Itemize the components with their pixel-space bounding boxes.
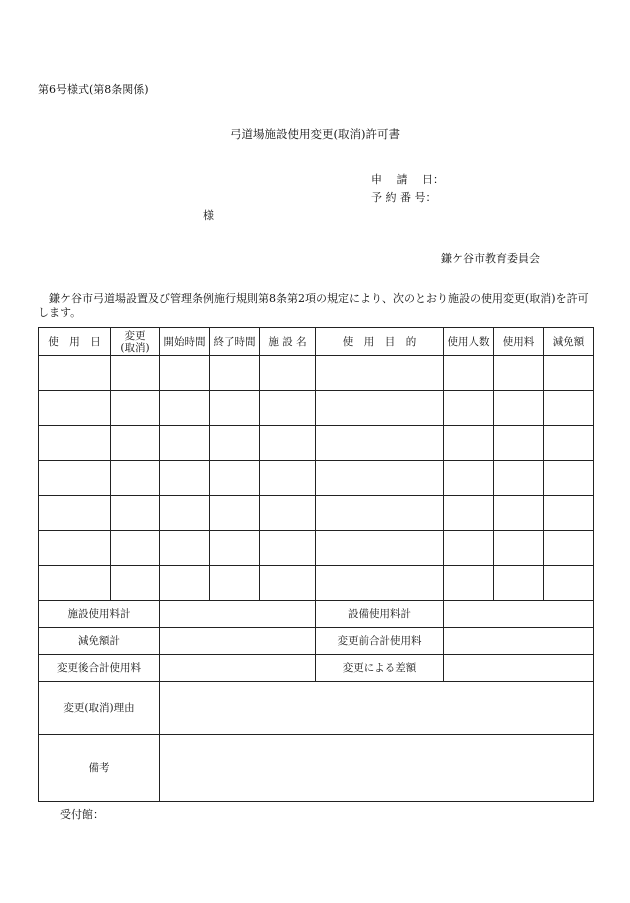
table-cell[interactable] [111, 496, 160, 531]
table-cell[interactable] [544, 566, 594, 601]
after-change-total-label: 変更後合計使用料 [39, 655, 160, 682]
table-cell[interactable] [111, 531, 160, 566]
table-cell[interactable] [39, 461, 111, 496]
difference-label: 変更による差額 [316, 655, 444, 682]
table-cell[interactable] [210, 566, 260, 601]
table-cell[interactable] [260, 356, 316, 391]
table-cell[interactable] [494, 391, 544, 426]
table-cell[interactable] [544, 391, 594, 426]
table-cell[interactable] [160, 496, 210, 531]
usage-change-table [38, 327, 594, 802]
table-cell[interactable] [316, 356, 444, 391]
document-title: 弓道場施設使用変更(取消)許可書 [230, 127, 400, 141]
table-cell[interactable] [494, 566, 544, 601]
col-header: 使用料 [494, 328, 544, 356]
table-cell[interactable] [111, 461, 160, 496]
receiving-facility-label: 受付館： [60, 808, 104, 821]
col-header: 終了時間 [210, 328, 260, 356]
before-change-total-field[interactable] [444, 628, 594, 655]
table-row [39, 356, 594, 391]
table-cell[interactable] [210, 356, 260, 391]
table-header-row [39, 328, 594, 356]
table-cell[interactable] [160, 356, 210, 391]
table-row [39, 566, 594, 601]
reservation-number-label: 予 約 番 号： [371, 191, 437, 204]
col-header: 施 設 名 [260, 328, 316, 356]
table-cell[interactable] [444, 391, 494, 426]
table-cell[interactable] [260, 496, 316, 531]
col-header: 使用人数 [444, 328, 494, 356]
table-cell[interactable] [444, 426, 494, 461]
reason-row [39, 682, 594, 735]
remarks-row [39, 735, 594, 802]
table-cell[interactable] [160, 391, 210, 426]
table-cell[interactable] [316, 391, 444, 426]
table-cell[interactable] [260, 531, 316, 566]
equipment-fee-total-label: 設備使用料計 [316, 601, 444, 628]
table-cell[interactable] [444, 531, 494, 566]
table-cell[interactable] [39, 356, 111, 391]
table-row [39, 461, 594, 496]
col-header: 使 用 日 [39, 328, 111, 356]
table-cell[interactable] [210, 531, 260, 566]
table-cell[interactable] [39, 496, 111, 531]
reduction-total-field[interactable] [160, 628, 316, 655]
col-header: 減免額 [544, 328, 594, 356]
table-cell[interactable] [494, 496, 544, 531]
table-cell[interactable] [39, 531, 111, 566]
table-row [39, 391, 594, 426]
before-change-total-label: 変更前合計使用料 [316, 628, 444, 655]
table-cell[interactable] [39, 391, 111, 426]
table-cell[interactable] [210, 391, 260, 426]
reduction-total-label: 減免額計 [39, 628, 160, 655]
table-cell[interactable] [39, 566, 111, 601]
table-cell[interactable] [111, 356, 160, 391]
table-cell[interactable] [160, 461, 210, 496]
table-cell[interactable] [544, 496, 594, 531]
facility-fee-total-label: 施設使用料計 [39, 601, 160, 628]
remarks-label: 備考 [39, 735, 160, 802]
table-cell[interactable] [160, 566, 210, 601]
difference-field[interactable] [444, 655, 594, 682]
table-cell[interactable] [316, 496, 444, 531]
table-cell[interactable] [544, 426, 594, 461]
table-cell[interactable] [494, 356, 544, 391]
table-cell[interactable] [444, 356, 494, 391]
remarks-field[interactable] [160, 735, 594, 802]
table-cell[interactable] [316, 531, 444, 566]
summary-row [39, 628, 594, 655]
table-cell[interactable] [494, 461, 544, 496]
table-cell[interactable] [444, 566, 494, 601]
table-cell[interactable] [210, 461, 260, 496]
facility-fee-total-field[interactable] [160, 601, 316, 628]
table-cell[interactable] [39, 426, 111, 461]
reason-field[interactable] [160, 682, 594, 735]
table-cell[interactable] [260, 566, 316, 601]
permission-statement: 鎌ケ谷市弓道場設置及び管理条例施行規則第8条第2項の規定により、次のとおり施設の使用変更(取消)を許可します。 [38, 292, 589, 319]
table-cell[interactable] [111, 426, 160, 461]
table-cell[interactable] [316, 461, 444, 496]
table-cell[interactable] [260, 461, 316, 496]
table-cell[interactable] [544, 461, 594, 496]
table-row [39, 496, 594, 531]
col-header: 開始時間 [160, 328, 210, 356]
table-cell[interactable] [111, 391, 160, 426]
table-cell[interactable] [544, 356, 594, 391]
table-cell[interactable] [210, 496, 260, 531]
table-cell[interactable] [160, 531, 210, 566]
form-number: 第6号様式(第8条関係) [38, 83, 149, 96]
table-cell[interactable] [444, 461, 494, 496]
table-cell[interactable] [316, 426, 444, 461]
addressee-suffix: 様 [203, 209, 214, 222]
application-date-label: 申 請 日： [371, 173, 444, 186]
table-row [39, 531, 594, 566]
summary-row [39, 601, 594, 628]
table-cell[interactable] [260, 426, 316, 461]
equipment-fee-total-field[interactable] [444, 601, 594, 628]
table-cell[interactable] [544, 531, 594, 566]
table-cell[interactable] [111, 566, 160, 601]
table-cell[interactable] [260, 391, 316, 426]
summary-row [39, 655, 594, 682]
table-cell[interactable] [494, 531, 544, 566]
reason-label: 変更(取消)理由 [39, 682, 160, 735]
table-row [39, 426, 594, 461]
table-cell[interactable] [444, 496, 494, 531]
table-cell[interactable] [316, 566, 444, 601]
issuer-name: 鎌ケ谷市教育委員会 [441, 252, 540, 265]
col-header: 変更 (取消) [111, 328, 160, 356]
after-change-total-field[interactable] [160, 655, 316, 682]
table-cell[interactable] [210, 426, 260, 461]
table-cell[interactable] [160, 426, 210, 461]
table-cell[interactable] [494, 426, 544, 461]
col-header: 使 用 目 的 [316, 328, 444, 356]
